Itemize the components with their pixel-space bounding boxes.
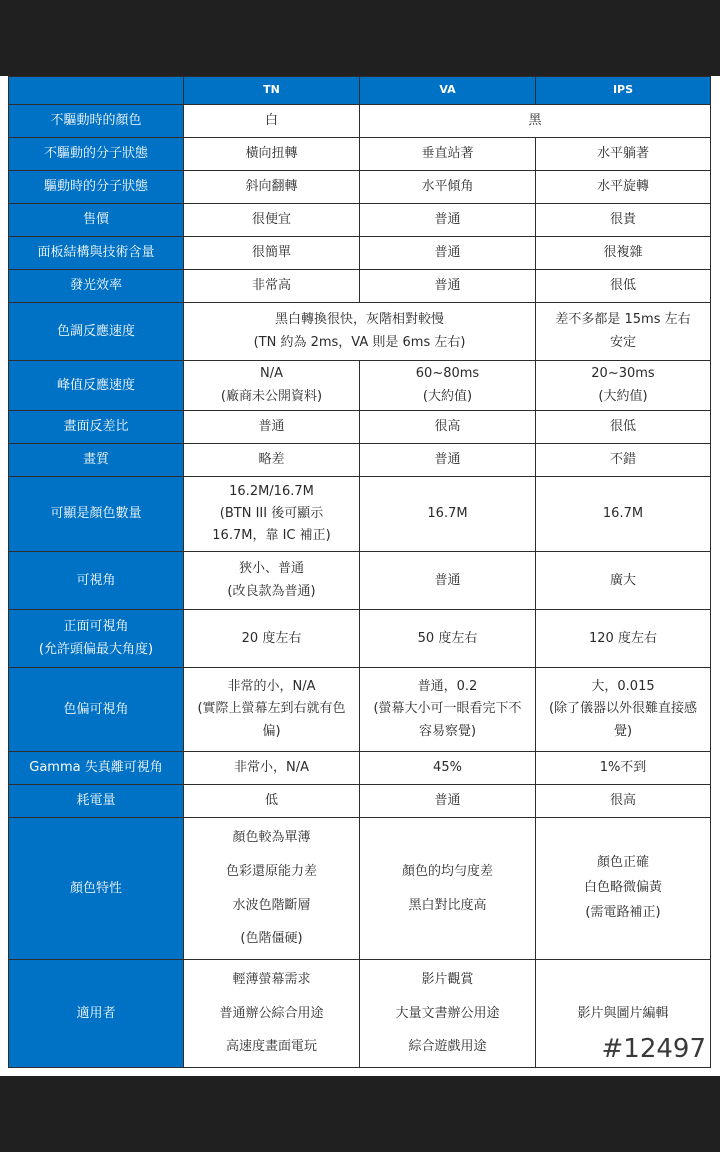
header-row [9,77,711,105]
row-label [9,610,184,668]
cell-ips: 16.7M [536,477,711,552]
cell-tn [184,960,360,1068]
cell-line: 60~80ms [415,366,480,382]
cell-ips: 水平躺著 [536,138,711,171]
table-row [9,610,711,668]
table-row [9,270,711,303]
cell-ips: 很貴 [536,204,711,237]
cell-line: 覺) [613,723,633,739]
table-row [9,303,711,361]
row-label: 可視角 [9,552,184,610]
table-row [9,105,711,138]
header-tn: TN [184,77,360,105]
cell-line: (大約值) [422,388,473,404]
cell-ips: 廣大 [536,552,711,610]
cell-line: 普通，0.2 [417,679,478,695]
cell-ips: 1%不到 [536,752,711,785]
row-label: 面板結構與技術含量 [9,237,184,270]
cell-line: 色彩還原能力差 [225,863,317,879]
cell-line: (實際上螢幕左到右就有色 [197,701,346,717]
cell-line: (需電路補正) [585,904,661,920]
cell-va: 普通 [360,204,536,237]
table-row [9,552,711,610]
cell-line: 顏色較為單薄 [232,829,311,845]
cell-line: 影片觀賞 [421,971,474,987]
cell-line: (大約值) [598,388,648,404]
table-row [9,752,711,785]
cell-ips [536,303,711,361]
table-row [9,237,711,270]
row-label: 色偏可視角 [9,668,184,752]
cell-tn: 普通 [184,411,360,444]
cell-va: 50 度左右 [360,610,536,668]
cell-line: (廠商未公開資料) [220,388,323,404]
row-label: 顏色特性 [9,818,184,960]
row-label: 適用者 [9,960,184,1068]
cell-line: 容易察覺) [418,723,477,739]
cell-va [360,818,536,960]
cell-ips: 很複雜 [536,237,711,270]
cell-tn-va [184,303,536,361]
row-label: 不驅動時的顏色 [9,105,184,138]
cell-line: 差不多都是 15ms 左右 [555,312,691,328]
cell-line: (螢幕大小可一眼看完下不 [373,701,522,717]
cell-tn: 非常高 [184,270,360,303]
cell-line: 16.2M/16.7M [229,483,314,499]
cell-line: 黑白轉換很快，灰階相對較慢 [274,312,444,328]
cell-tn [184,668,360,752]
cell-tn [184,552,360,610]
row-label: Gamma 失真離可視角 [9,752,184,785]
cell-line: 20~30ms [591,366,655,382]
cell-tn: 斜向翻轉 [184,171,360,204]
row-label: 畫質 [9,444,184,477]
row-label: 售價 [9,204,184,237]
cell-line: 輕薄螢幕需求 [232,971,311,987]
cell-line: 大量文書辦公用途 [395,1005,500,1021]
table-row [9,204,711,237]
cell-line: 非常的小，N/A [227,679,316,695]
cell-line: 高速度畫面電玩 [225,1039,317,1055]
cell-va-ips: 黑 [360,105,711,138]
table-row [9,411,711,444]
cell-line: 大，0.015 [591,679,655,695]
cell-ips: 很低 [536,411,711,444]
cell-tn [184,477,360,552]
cell-va: 普通 [360,270,536,303]
cell-ips [536,361,711,411]
row-label-line: (允許頭偏最大角度) [38,641,154,657]
cell-tn [184,818,360,960]
cell-va: 普通 [360,785,536,818]
cell-line: (色階僵硬) [240,931,303,947]
cell-va: 很高 [360,411,536,444]
cell-line: N/A [260,366,283,382]
cell-tn: 低 [184,785,360,818]
table-row [9,668,711,752]
row-label: 色調反應速度 [9,303,184,361]
cell-line: (改良款為普通) [227,583,316,599]
table-row [9,477,711,552]
cell-va: 水平傾角 [360,171,536,204]
table-row [9,361,711,411]
cell-ips [536,818,711,960]
cell-tn: 很簡單 [184,237,360,270]
cell-line: 顏色正確 [596,855,649,871]
cell-line: (除了儀器以外很難直接感 [548,701,698,717]
cell-ips [536,668,711,752]
cell-tn [184,361,360,411]
bottom-bar [0,1076,720,1152]
top-bar [0,0,720,76]
header-va: VA [360,77,536,105]
cell-va [360,361,536,411]
table-row [9,138,711,171]
cell-ips: 很高 [536,785,711,818]
cell-ips: 不錯 [536,444,711,477]
cell-va: 普通 [360,552,536,610]
row-label: 驅動時的分子狀態 [9,171,184,204]
table-row [9,785,711,818]
cell-line: 水波色階斷層 [232,897,311,913]
cell-va [360,960,536,1068]
table-row [9,171,711,204]
row-label: 不驅動的分子狀態 [9,138,184,171]
cell-va: 普通 [360,444,536,477]
row-label-line: 正面可視角 [63,619,129,635]
panel-comparison-table [8,76,711,1068]
row-label: 耗電量 [9,785,184,818]
cell-line: 16.7M，靠 IC 補正) [212,528,331,544]
row-label: 發光效率 [9,270,184,303]
cell-line: 顏色的均勻度差 [401,863,493,879]
table-row [9,444,711,477]
cell-line: 綜合遊戲用途 [408,1039,487,1055]
header-corner [9,77,184,105]
cell-ips: 很低 [536,270,711,303]
row-label: 可顯是顏色數量 [9,477,184,552]
cell-ips: 120 度左右 [536,610,711,668]
cell-line: 狹小、普通 [238,561,304,577]
cell-va: 45% [360,752,536,785]
cell-tn: 略差 [184,444,360,477]
cell-va: 16.7M [360,477,536,552]
watermark-number: #12497 [601,1034,706,1064]
cell-line: 偏) [262,723,281,739]
comparison-table-frame [8,76,710,1070]
cell-line: (TN 約為 2ms，VA 則是 6ms 左右) [253,334,466,350]
cell-tn: 非常小，N/A [184,752,360,785]
cell-line: 安定 [609,334,636,350]
cell-line: 白色略微偏黃 [583,880,662,896]
cell-ips: 水平旋轉 [536,171,711,204]
header-ips: IPS [536,77,711,105]
row-label: 畫面反差比 [9,411,184,444]
cell-tn: 20 度左右 [184,610,360,668]
cell-tn: 橫向扭轉 [184,138,360,171]
row-label: 峰值反應速度 [9,361,184,411]
table-row [9,818,711,960]
cell-tn: 很便宜 [184,204,360,237]
cell-va: 普通 [360,237,536,270]
cell-line: (BTN III 後可顯示 [219,505,324,521]
cell-va: 垂直站著 [360,138,536,171]
cell-va [360,668,536,752]
cell-line: 黑白對比度高 [408,897,487,913]
cell-tn: 白 [184,105,360,138]
cell-line: 影片與圖片編輯 [577,1005,669,1021]
cell-line: 普通辦公綜合用途 [219,1005,324,1021]
